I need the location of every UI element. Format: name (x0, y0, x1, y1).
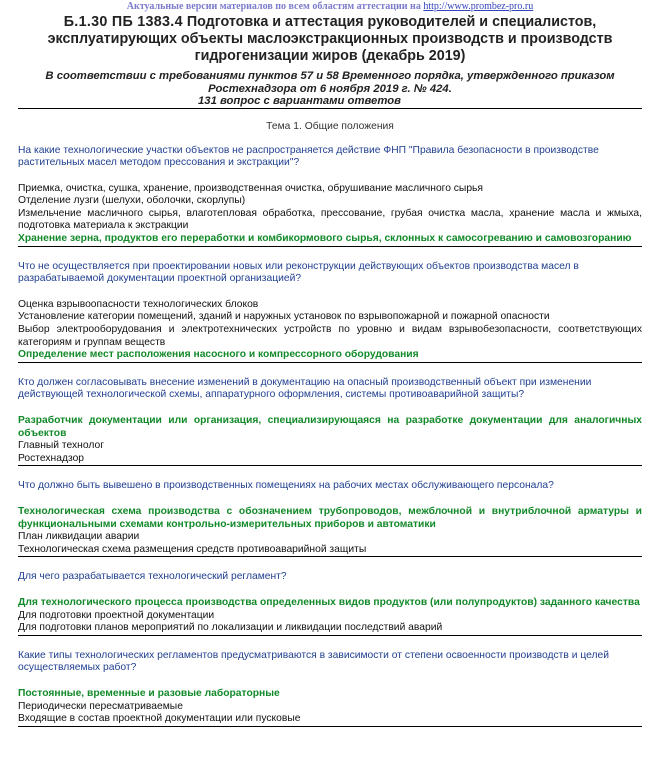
answer-option: Выбор электрооборудования и электротехнических устройств по уровню и видам взрывобезопасности, соответствующих категориям и группам веществ (18, 324, 642, 348)
question-block (18, 377, 642, 467)
answer-option: Для подготовки планов мероприятий по локализации и ликвидации последствий аварий (18, 622, 642, 636)
correct-answer: Определение мест расположения насосного и компрессорного оборудования (18, 349, 642, 363)
question-text: Кто должен согласовывать внесение изменений в документацию на опасный производственный объект при изменении действующей технологической схемы, аппаратурного оформления, системы противоаварийной защиты? (18, 376, 592, 401)
document-title-text: Подготовка и аттестация руководителей и специалистов, эксплуатирующих объекты маслоэкстракционных производств и производств гидрогенизации жиров (декабрь 2019) (47, 14, 613, 64)
question-text: Что должно быть вывешено в производственных помещениях на рабочих местах обслуживающего персонала? (18, 480, 554, 492)
answer-option: Входящие в состав проектной документации или пусковые (18, 713, 642, 727)
banner-text: Актуальные версии материалов по всем областям аттестации на (126, 1, 424, 12)
question-text: На какие технологические участки объектов не распространяется действие ФНП "Правила безопасности в производстве растительных масел методом прессования и экстракции"? (18, 144, 599, 169)
question-block (18, 650, 642, 727)
answer-option: Технологическая схема размещения средств противоаварийной защиты (18, 544, 642, 558)
correct-answer: Для технологического процесса производства определенных видов продуктов (или полупродуктов) заданного качества (18, 596, 640, 608)
question-block (18, 480, 642, 557)
document-page (18, 0, 642, 727)
correct-answer: Постоянные, временные и разовые лабораторные (18, 687, 280, 699)
answer-option: Для подготовки проектной документации (18, 609, 215, 621)
answer-option: Ростехнадзор (18, 453, 642, 467)
question-text: Для чего разрабатывается технологический регламент? (18, 571, 287, 583)
answer-option: Периодически пересматриваемые (18, 700, 183, 712)
question-block (18, 145, 642, 247)
question-text: Что не осуществляется при проектировании новых или реконструкции действующих объектов производства масел в разрабатываемой документации проектной организацией? (18, 260, 579, 285)
document-code: Б.1.30 ПБ 1383.4 (63, 14, 183, 30)
topic-heading: Тема 1. Общие положения (266, 120, 394, 132)
question-text: Какие типы технологических регламентов предусматриваются в зависимости от степени освоенности производств и целей осуществляемых работ? (18, 649, 609, 674)
answer-option: Оценка взрывоопасности технологических блоков (18, 298, 259, 310)
answer-option: План ликвидации аварии (18, 531, 140, 543)
document-subtitle: В соответствии с требованиями пунктов 57 и 58 Временного порядка, утвержденного приказом Ростехнадзора от 6 ноября 2019 г. № 424. (45, 70, 615, 95)
question-block (18, 261, 642, 363)
header-banner (18, 0, 642, 13)
question-block (18, 571, 642, 635)
correct-answer: Разработчик документации или организация, специализирующаяся на разработке документации для аналогичных объектов (18, 415, 642, 439)
answer-option: Установление категории помещений, зданий и наружных установок по взрывопожарной и пожарной опасности (18, 311, 550, 323)
answer-option: Приемка, очистка, сушка, хранение, производственная очистка, обрушивание масличного сырья (18, 182, 483, 194)
answer-option: Измельчение масличного сырья, влаготепловая обработка, прессование, грубая очистка масла, хранение масла и жмыха, подготовка материала к экстракции (18, 207, 642, 232)
question-count: 131 вопрос с вариантами ответов (18, 95, 642, 109)
banner-link[interactable]: http://www.prombez-pro.ru (423, 1, 534, 12)
answer-option: Отделение лузги (шелухи, оболочки, скорлупы) (18, 195, 246, 207)
correct-answer: Хранение зерна, продуктов его переработки и комбикормового сырья, склонных к самосогреванию и самовозгоранию (18, 233, 642, 247)
correct-answer: Технологическая схема производства с обозначением трубопроводов, межблочной и внутриблочной арматуры и функциональными схемами контрольно-измерительных приборов и автоматики (18, 505, 642, 530)
document-title (18, 14, 642, 65)
answer-option: Главный технолог (18, 440, 104, 452)
